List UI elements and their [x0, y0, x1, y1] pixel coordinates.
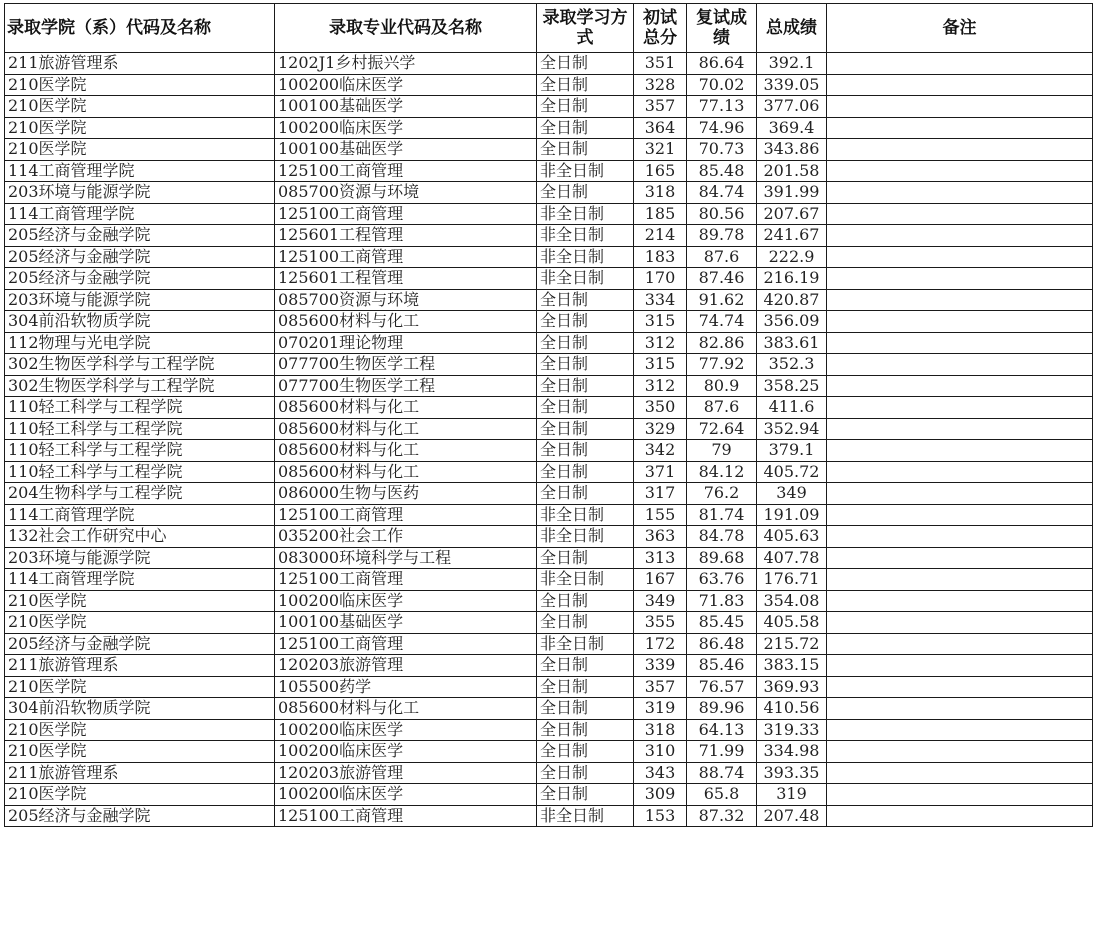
table-row [5, 418, 1093, 440]
major-cell: 100200临床医学 [275, 784, 537, 806]
college-cell: 210医学院 [5, 117, 275, 139]
table-row [5, 311, 1093, 333]
major-cell: 125100工商管理 [275, 160, 537, 182]
total-score-cell: 393.35 [757, 762, 827, 784]
remark-cell [827, 762, 1093, 784]
college-cell: 114工商管理学院 [5, 504, 275, 526]
remark-cell [827, 719, 1093, 741]
total-score-cell: 379.1 [757, 440, 827, 462]
initial-score-cell: 185 [634, 203, 687, 225]
table-row [5, 96, 1093, 118]
retest-score-cell: 77.92 [687, 354, 757, 376]
study-mode-cell: 全日制 [537, 375, 634, 397]
college-cell: 211旅游管理系 [5, 762, 275, 784]
total-score-cell: 383.61 [757, 332, 827, 354]
study-mode-cell: 全日制 [537, 332, 634, 354]
initial-score-cell: 351 [634, 53, 687, 75]
table-row [5, 268, 1093, 290]
initial-score-cell: 350 [634, 397, 687, 419]
major-cell: 125100工商管理 [275, 203, 537, 225]
table-row [5, 160, 1093, 182]
total-score-cell: 410.56 [757, 698, 827, 720]
table-row [5, 719, 1093, 741]
retest-score-cell: 84.12 [687, 461, 757, 483]
major-cell: 100200临床医学 [275, 741, 537, 763]
total-score-cell: 383.15 [757, 655, 827, 677]
total-score-cell: 352.3 [757, 354, 827, 376]
retest-score-cell: 89.78 [687, 225, 757, 247]
study-mode-cell: 全日制 [537, 676, 634, 698]
remark-cell [827, 612, 1093, 634]
retest-score-cell: 85.46 [687, 655, 757, 677]
major-cell: 120203旅游管理 [275, 762, 537, 784]
retest-score-cell: 87.46 [687, 268, 757, 290]
total-score-cell: 201.58 [757, 160, 827, 182]
total-score-cell: 191.09 [757, 504, 827, 526]
retest-score-cell: 87.6 [687, 246, 757, 268]
retest-score-cell: 77.13 [687, 96, 757, 118]
remark-cell [827, 96, 1093, 118]
initial-score-cell: 155 [634, 504, 687, 526]
remark-cell [827, 289, 1093, 311]
retest-score-cell: 65.8 [687, 784, 757, 806]
study-mode-cell: 非全日制 [537, 569, 634, 591]
table-row [5, 117, 1093, 139]
remark-cell [827, 526, 1093, 548]
study-mode-cell: 全日制 [537, 74, 634, 96]
study-mode-cell: 全日制 [537, 440, 634, 462]
total-score-cell: 369.93 [757, 676, 827, 698]
major-cell: 070201理论物理 [275, 332, 537, 354]
initial-score-cell: 321 [634, 139, 687, 161]
college-cell: 132社会工作研究中心 [5, 526, 275, 548]
table-row [5, 246, 1093, 268]
remark-cell [827, 375, 1093, 397]
major-cell: 085600材料与化工 [275, 311, 537, 333]
total-score-cell: 215.72 [757, 633, 827, 655]
header-major: 录取专业代码及名称 [275, 4, 537, 53]
total-score-cell: 411.6 [757, 397, 827, 419]
total-score-cell: 319.33 [757, 719, 827, 741]
total-score-cell: 369.4 [757, 117, 827, 139]
major-cell: 125601工程管理 [275, 268, 537, 290]
remark-cell [827, 182, 1093, 204]
retest-score-cell: 74.96 [687, 117, 757, 139]
major-cell: 085600材料与化工 [275, 440, 537, 462]
major-cell: 100200临床医学 [275, 74, 537, 96]
table-row [5, 225, 1093, 247]
table-row [5, 483, 1093, 505]
total-score-cell: 343.86 [757, 139, 827, 161]
study-mode-cell: 全日制 [537, 311, 634, 333]
major-cell: 125601工程管理 [275, 225, 537, 247]
table-row [5, 547, 1093, 569]
college-cell: 210医学院 [5, 676, 275, 698]
college-cell: 114工商管理学院 [5, 203, 275, 225]
remark-cell [827, 418, 1093, 440]
remark-cell [827, 633, 1093, 655]
retest-score-cell: 80.56 [687, 203, 757, 225]
retest-score-cell: 89.68 [687, 547, 757, 569]
table-row [5, 676, 1093, 698]
study-mode-cell: 非全日制 [537, 526, 634, 548]
retest-score-cell: 86.64 [687, 53, 757, 75]
initial-score-cell: 329 [634, 418, 687, 440]
initial-score-cell: 357 [634, 96, 687, 118]
study-mode-cell: 全日制 [537, 139, 634, 161]
table-row [5, 182, 1093, 204]
initial-score-cell: 318 [634, 182, 687, 204]
college-cell: 203环境与能源学院 [5, 289, 275, 311]
initial-score-cell: 183 [634, 246, 687, 268]
table-row [5, 139, 1093, 161]
total-score-cell: 207.48 [757, 805, 827, 827]
table-row [5, 74, 1093, 96]
major-cell: 125100工商管理 [275, 805, 537, 827]
remark-cell [827, 590, 1093, 612]
total-score-cell: 420.87 [757, 289, 827, 311]
college-cell: 110轻工科学与工程学院 [5, 418, 275, 440]
table-row [5, 612, 1093, 634]
major-cell: 100200临床医学 [275, 117, 537, 139]
remark-cell [827, 117, 1093, 139]
college-cell: 205经济与金融学院 [5, 633, 275, 655]
college-cell: 210医学院 [5, 784, 275, 806]
retest-score-cell: 64.13 [687, 719, 757, 741]
study-mode-cell: 全日制 [537, 117, 634, 139]
major-cell: 085600材料与化工 [275, 461, 537, 483]
initial-score-cell: 317 [634, 483, 687, 505]
table-row [5, 461, 1093, 483]
initial-score-cell: 309 [634, 784, 687, 806]
retest-score-cell: 71.99 [687, 741, 757, 763]
college-cell: 304前沿软物质学院 [5, 311, 275, 333]
study-mode-cell: 全日制 [537, 784, 634, 806]
remark-cell [827, 504, 1093, 526]
total-score-cell: 319 [757, 784, 827, 806]
major-cell: 1202J1乡村振兴学 [275, 53, 537, 75]
remark-cell [827, 225, 1093, 247]
total-score-cell: 356.09 [757, 311, 827, 333]
remark-cell [827, 397, 1093, 419]
table-body [5, 53, 1093, 827]
remark-cell [827, 74, 1093, 96]
total-score-cell: 405.63 [757, 526, 827, 548]
total-score-cell: 176.71 [757, 569, 827, 591]
college-cell: 210医学院 [5, 719, 275, 741]
college-cell: 211旅游管理系 [5, 53, 275, 75]
study-mode-cell: 全日制 [537, 590, 634, 612]
remark-cell [827, 311, 1093, 333]
total-score-cell: 241.67 [757, 225, 827, 247]
study-mode-cell: 全日制 [537, 547, 634, 569]
initial-score-cell: 364 [634, 117, 687, 139]
retest-score-cell: 87.32 [687, 805, 757, 827]
table-row [5, 633, 1093, 655]
remark-cell [827, 203, 1093, 225]
major-cell: 085600材料与化工 [275, 397, 537, 419]
initial-score-cell: 165 [634, 160, 687, 182]
total-score-cell: 349 [757, 483, 827, 505]
retest-score-cell: 84.74 [687, 182, 757, 204]
study-mode-cell: 全日制 [537, 719, 634, 741]
college-cell: 205经济与金融学院 [5, 805, 275, 827]
study-mode-cell: 非全日制 [537, 268, 634, 290]
table-row [5, 590, 1093, 612]
retest-score-cell: 63.76 [687, 569, 757, 591]
table-row [5, 203, 1093, 225]
college-cell: 211旅游管理系 [5, 655, 275, 677]
retest-score-cell: 89.96 [687, 698, 757, 720]
initial-score-cell: 349 [634, 590, 687, 612]
study-mode-cell: 全日制 [537, 741, 634, 763]
college-cell: 114工商管理学院 [5, 569, 275, 591]
college-cell: 205经济与金融学院 [5, 268, 275, 290]
header-college: 录取学院（系）代码及名称 [5, 4, 275, 53]
remark-cell [827, 354, 1093, 376]
study-mode-cell: 全日制 [537, 418, 634, 440]
remark-cell [827, 655, 1093, 677]
remark-cell [827, 483, 1093, 505]
major-cell: 077700生物医学工程 [275, 354, 537, 376]
remark-cell [827, 332, 1093, 354]
initial-score-cell: 319 [634, 698, 687, 720]
study-mode-cell: 全日制 [537, 762, 634, 784]
remark-cell [827, 160, 1093, 182]
college-cell: 205经济与金融学院 [5, 246, 275, 268]
initial-score-cell: 172 [634, 633, 687, 655]
total-score-cell: 222.9 [757, 246, 827, 268]
major-cell: 085700资源与环境 [275, 182, 537, 204]
college-cell: 210医学院 [5, 139, 275, 161]
retest-score-cell: 87.6 [687, 397, 757, 419]
college-cell: 110轻工科学与工程学院 [5, 461, 275, 483]
major-cell: 100200临床医学 [275, 590, 537, 612]
major-cell: 125100工商管理 [275, 569, 537, 591]
remark-cell [827, 246, 1093, 268]
total-score-cell: 405.72 [757, 461, 827, 483]
total-score-cell: 391.99 [757, 182, 827, 204]
initial-score-cell: 342 [634, 440, 687, 462]
table-header [5, 4, 1093, 53]
college-cell: 204生物科学与工程学院 [5, 483, 275, 505]
initial-score-cell: 343 [634, 762, 687, 784]
remark-cell [827, 139, 1093, 161]
study-mode-cell: 全日制 [537, 698, 634, 720]
study-mode-cell: 非全日制 [537, 203, 634, 225]
college-cell: 302生物医学科学与工程学院 [5, 375, 275, 397]
college-cell: 304前沿软物质学院 [5, 698, 275, 720]
major-cell: 085600材料与化工 [275, 698, 537, 720]
total-score-cell: 339.05 [757, 74, 827, 96]
remark-cell [827, 440, 1093, 462]
study-mode-cell: 非全日制 [537, 805, 634, 827]
table-row [5, 698, 1093, 720]
total-score-cell: 392.1 [757, 53, 827, 75]
remark-cell [827, 461, 1093, 483]
initial-score-cell: 363 [634, 526, 687, 548]
initial-score-cell: 313 [634, 547, 687, 569]
retest-score-cell: 71.83 [687, 590, 757, 612]
major-cell: 083000环境科学与工程 [275, 547, 537, 569]
college-cell: 210医学院 [5, 612, 275, 634]
college-cell: 203环境与能源学院 [5, 547, 275, 569]
retest-score-cell: 85.48 [687, 160, 757, 182]
retest-score-cell: 91.62 [687, 289, 757, 311]
total-score-cell: 407.78 [757, 547, 827, 569]
retest-score-cell: 85.45 [687, 612, 757, 634]
table-row [5, 784, 1093, 806]
remark-cell [827, 268, 1093, 290]
table-row [5, 655, 1093, 677]
table-row [5, 440, 1093, 462]
initial-score-cell: 310 [634, 741, 687, 763]
study-mode-cell: 全日制 [537, 483, 634, 505]
major-cell: 125100工商管理 [275, 504, 537, 526]
header-retest-score: 复试成绩 [687, 4, 757, 53]
initial-score-cell: 170 [634, 268, 687, 290]
table-row [5, 354, 1093, 376]
table-row [5, 805, 1093, 827]
initial-score-cell: 355 [634, 612, 687, 634]
header-remark: 备注 [827, 4, 1093, 53]
study-mode-cell: 非全日制 [537, 246, 634, 268]
table-row [5, 504, 1093, 526]
table-row [5, 397, 1093, 419]
initial-score-cell: 357 [634, 676, 687, 698]
table-row [5, 741, 1093, 763]
major-cell: 100100基础医学 [275, 139, 537, 161]
retest-score-cell: 74.74 [687, 311, 757, 333]
admission-table [4, 3, 1093, 827]
total-score-cell: 405.58 [757, 612, 827, 634]
major-cell: 100100基础医学 [275, 612, 537, 634]
remark-cell [827, 676, 1093, 698]
remark-cell [827, 805, 1093, 827]
table-row [5, 53, 1093, 75]
total-score-cell: 352.94 [757, 418, 827, 440]
initial-score-cell: 312 [634, 332, 687, 354]
header-initial-score: 初试总分 [634, 4, 687, 53]
remark-cell [827, 741, 1093, 763]
college-cell: 205经济与金融学院 [5, 225, 275, 247]
table-row [5, 332, 1093, 354]
study-mode-cell: 全日制 [537, 96, 634, 118]
retest-score-cell: 79 [687, 440, 757, 462]
header-row [5, 4, 1093, 53]
retest-score-cell: 72.64 [687, 418, 757, 440]
retest-score-cell: 88.74 [687, 762, 757, 784]
initial-score-cell: 312 [634, 375, 687, 397]
total-score-cell: 354.08 [757, 590, 827, 612]
table-row [5, 762, 1093, 784]
major-cell: 077700生物医学工程 [275, 375, 537, 397]
header-total-score: 总成绩 [757, 4, 827, 53]
total-score-cell: 216.19 [757, 268, 827, 290]
table-row [5, 289, 1093, 311]
study-mode-cell: 非全日制 [537, 160, 634, 182]
initial-score-cell: 318 [634, 719, 687, 741]
retest-score-cell: 76.57 [687, 676, 757, 698]
initial-score-cell: 371 [634, 461, 687, 483]
table-row [5, 569, 1093, 591]
total-score-cell: 207.67 [757, 203, 827, 225]
study-mode-cell: 非全日制 [537, 633, 634, 655]
major-cell: 100100基础医学 [275, 96, 537, 118]
study-mode-cell: 全日制 [537, 289, 634, 311]
study-mode-cell: 全日制 [537, 397, 634, 419]
remark-cell [827, 547, 1093, 569]
major-cell: 100200临床医学 [275, 719, 537, 741]
study-mode-cell: 全日制 [537, 612, 634, 634]
study-mode-cell: 全日制 [537, 461, 634, 483]
college-cell: 110轻工科学与工程学院 [5, 440, 275, 462]
initial-score-cell: 315 [634, 311, 687, 333]
remark-cell [827, 784, 1093, 806]
remark-cell [827, 53, 1093, 75]
college-cell: 210医学院 [5, 96, 275, 118]
college-cell: 302生物医学科学与工程学院 [5, 354, 275, 376]
major-cell: 125100工商管理 [275, 633, 537, 655]
initial-score-cell: 153 [634, 805, 687, 827]
study-mode-cell: 全日制 [537, 53, 634, 75]
study-mode-cell: 全日制 [537, 354, 634, 376]
college-cell: 210医学院 [5, 741, 275, 763]
initial-score-cell: 328 [634, 74, 687, 96]
college-cell: 203环境与能源学院 [5, 182, 275, 204]
college-cell: 112物理与光电学院 [5, 332, 275, 354]
initial-score-cell: 214 [634, 225, 687, 247]
major-cell: 120203旅游管理 [275, 655, 537, 677]
study-mode-cell: 非全日制 [537, 225, 634, 247]
retest-score-cell: 76.2 [687, 483, 757, 505]
study-mode-cell: 全日制 [537, 655, 634, 677]
major-cell: 125100工商管理 [275, 246, 537, 268]
study-mode-cell: 全日制 [537, 182, 634, 204]
retest-score-cell: 86.48 [687, 633, 757, 655]
major-cell: 085600材料与化工 [275, 418, 537, 440]
retest-score-cell: 82.86 [687, 332, 757, 354]
retest-score-cell: 81.74 [687, 504, 757, 526]
retest-score-cell: 70.02 [687, 74, 757, 96]
college-cell: 110轻工科学与工程学院 [5, 397, 275, 419]
remark-cell [827, 569, 1093, 591]
college-cell: 114工商管理学院 [5, 160, 275, 182]
total-score-cell: 377.06 [757, 96, 827, 118]
initial-score-cell: 315 [634, 354, 687, 376]
total-score-cell: 334.98 [757, 741, 827, 763]
initial-score-cell: 339 [634, 655, 687, 677]
major-cell: 086000生物与医药 [275, 483, 537, 505]
retest-score-cell: 70.73 [687, 139, 757, 161]
college-cell: 210医学院 [5, 590, 275, 612]
table-row [5, 375, 1093, 397]
header-study-mode: 录取学习方式 [537, 4, 634, 53]
retest-score-cell: 84.78 [687, 526, 757, 548]
major-cell: 085700资源与环境 [275, 289, 537, 311]
remark-cell [827, 698, 1093, 720]
table-row [5, 526, 1093, 548]
study-mode-cell: 非全日制 [537, 504, 634, 526]
initial-score-cell: 334 [634, 289, 687, 311]
retest-score-cell: 80.9 [687, 375, 757, 397]
major-cell: 035200社会工作 [275, 526, 537, 548]
total-score-cell: 358.25 [757, 375, 827, 397]
college-cell: 210医学院 [5, 74, 275, 96]
major-cell: 105500药学 [275, 676, 537, 698]
initial-score-cell: 167 [634, 569, 687, 591]
